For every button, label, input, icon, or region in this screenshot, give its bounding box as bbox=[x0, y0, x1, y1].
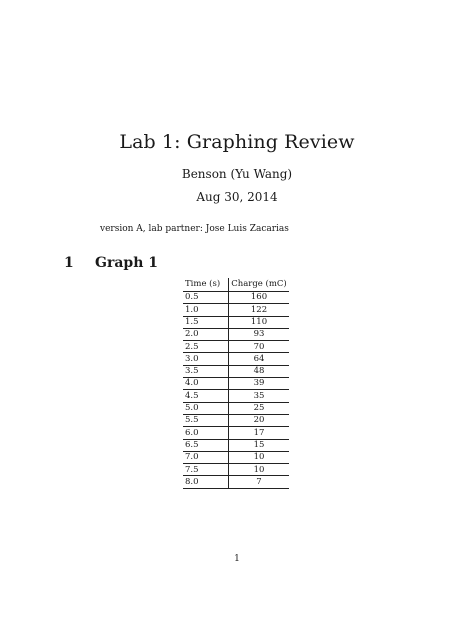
cell-time: 2.5 bbox=[183, 341, 229, 353]
cell-charge: 15 bbox=[229, 439, 290, 451]
cell-time: 5.0 bbox=[183, 402, 229, 414]
table-row bbox=[183, 328, 289, 340]
cell-time: 6.0 bbox=[183, 427, 229, 439]
cell-time: 2.0 bbox=[183, 328, 229, 340]
table-row bbox=[183, 378, 289, 390]
table-row bbox=[183, 353, 289, 365]
table-row bbox=[183, 292, 289, 304]
table-row bbox=[183, 365, 289, 377]
cell-time: 0.5 bbox=[183, 292, 229, 304]
page-number: 1 bbox=[234, 554, 240, 564]
table-row bbox=[183, 402, 289, 414]
table-row bbox=[183, 390, 289, 402]
cell-time: 1.5 bbox=[183, 316, 229, 328]
cell-time: 5.5 bbox=[183, 414, 229, 426]
version-note: version A, lab partner: Jose Luis Zacarias bbox=[100, 224, 289, 234]
table-row bbox=[183, 451, 289, 463]
cell-charge: 10 bbox=[229, 464, 290, 476]
cell-charge: 93 bbox=[229, 328, 290, 340]
cell-time: 7.0 bbox=[183, 451, 229, 463]
data-table bbox=[183, 278, 289, 489]
cell-charge: 17 bbox=[229, 427, 290, 439]
cell-charge: 64 bbox=[229, 353, 290, 365]
cell-charge: 10 bbox=[229, 451, 290, 463]
cell-charge: 25 bbox=[229, 402, 290, 414]
table-header-row bbox=[183, 278, 289, 292]
table-row bbox=[183, 316, 289, 328]
table-row bbox=[183, 427, 289, 439]
table-row bbox=[183, 464, 289, 476]
table-row bbox=[183, 414, 289, 426]
cell-time: 3.0 bbox=[183, 353, 229, 365]
cell-charge: 48 bbox=[229, 365, 290, 377]
cell-charge: 70 bbox=[229, 341, 290, 353]
cell-charge: 160 bbox=[229, 292, 290, 304]
table-row bbox=[183, 476, 289, 488]
table-row bbox=[183, 304, 289, 316]
cell-time: 7.5 bbox=[183, 464, 229, 476]
section-heading bbox=[64, 255, 158, 271]
document-author: Benson (Yu Wang) bbox=[181, 167, 293, 181]
cell-time: 6.5 bbox=[183, 439, 229, 451]
cell-charge: 20 bbox=[229, 414, 290, 426]
cell-charge: 35 bbox=[229, 390, 290, 402]
document-title: Lab 1: Graphing Review bbox=[119, 131, 355, 153]
column-header-time: Time (s) bbox=[183, 278, 229, 292]
cell-charge: 122 bbox=[229, 304, 290, 316]
cell-charge: 39 bbox=[229, 378, 290, 390]
cell-time: 1.0 bbox=[183, 304, 229, 316]
cell-charge: 7 bbox=[229, 476, 290, 488]
cell-time: 4.5 bbox=[183, 390, 229, 402]
cell-time: 3.5 bbox=[183, 365, 229, 377]
table-body bbox=[183, 292, 289, 489]
section-title: Graph 1 bbox=[95, 255, 158, 271]
column-header-charge: Charge (mC) bbox=[229, 278, 290, 292]
table-row bbox=[183, 439, 289, 451]
cell-time: 4.0 bbox=[183, 378, 229, 390]
cell-charge: 110 bbox=[229, 316, 290, 328]
table-row bbox=[183, 341, 289, 353]
document-date: Aug 30, 2014 bbox=[196, 190, 278, 204]
cell-time: 8.0 bbox=[183, 476, 229, 488]
section-number: 1 bbox=[64, 255, 74, 271]
